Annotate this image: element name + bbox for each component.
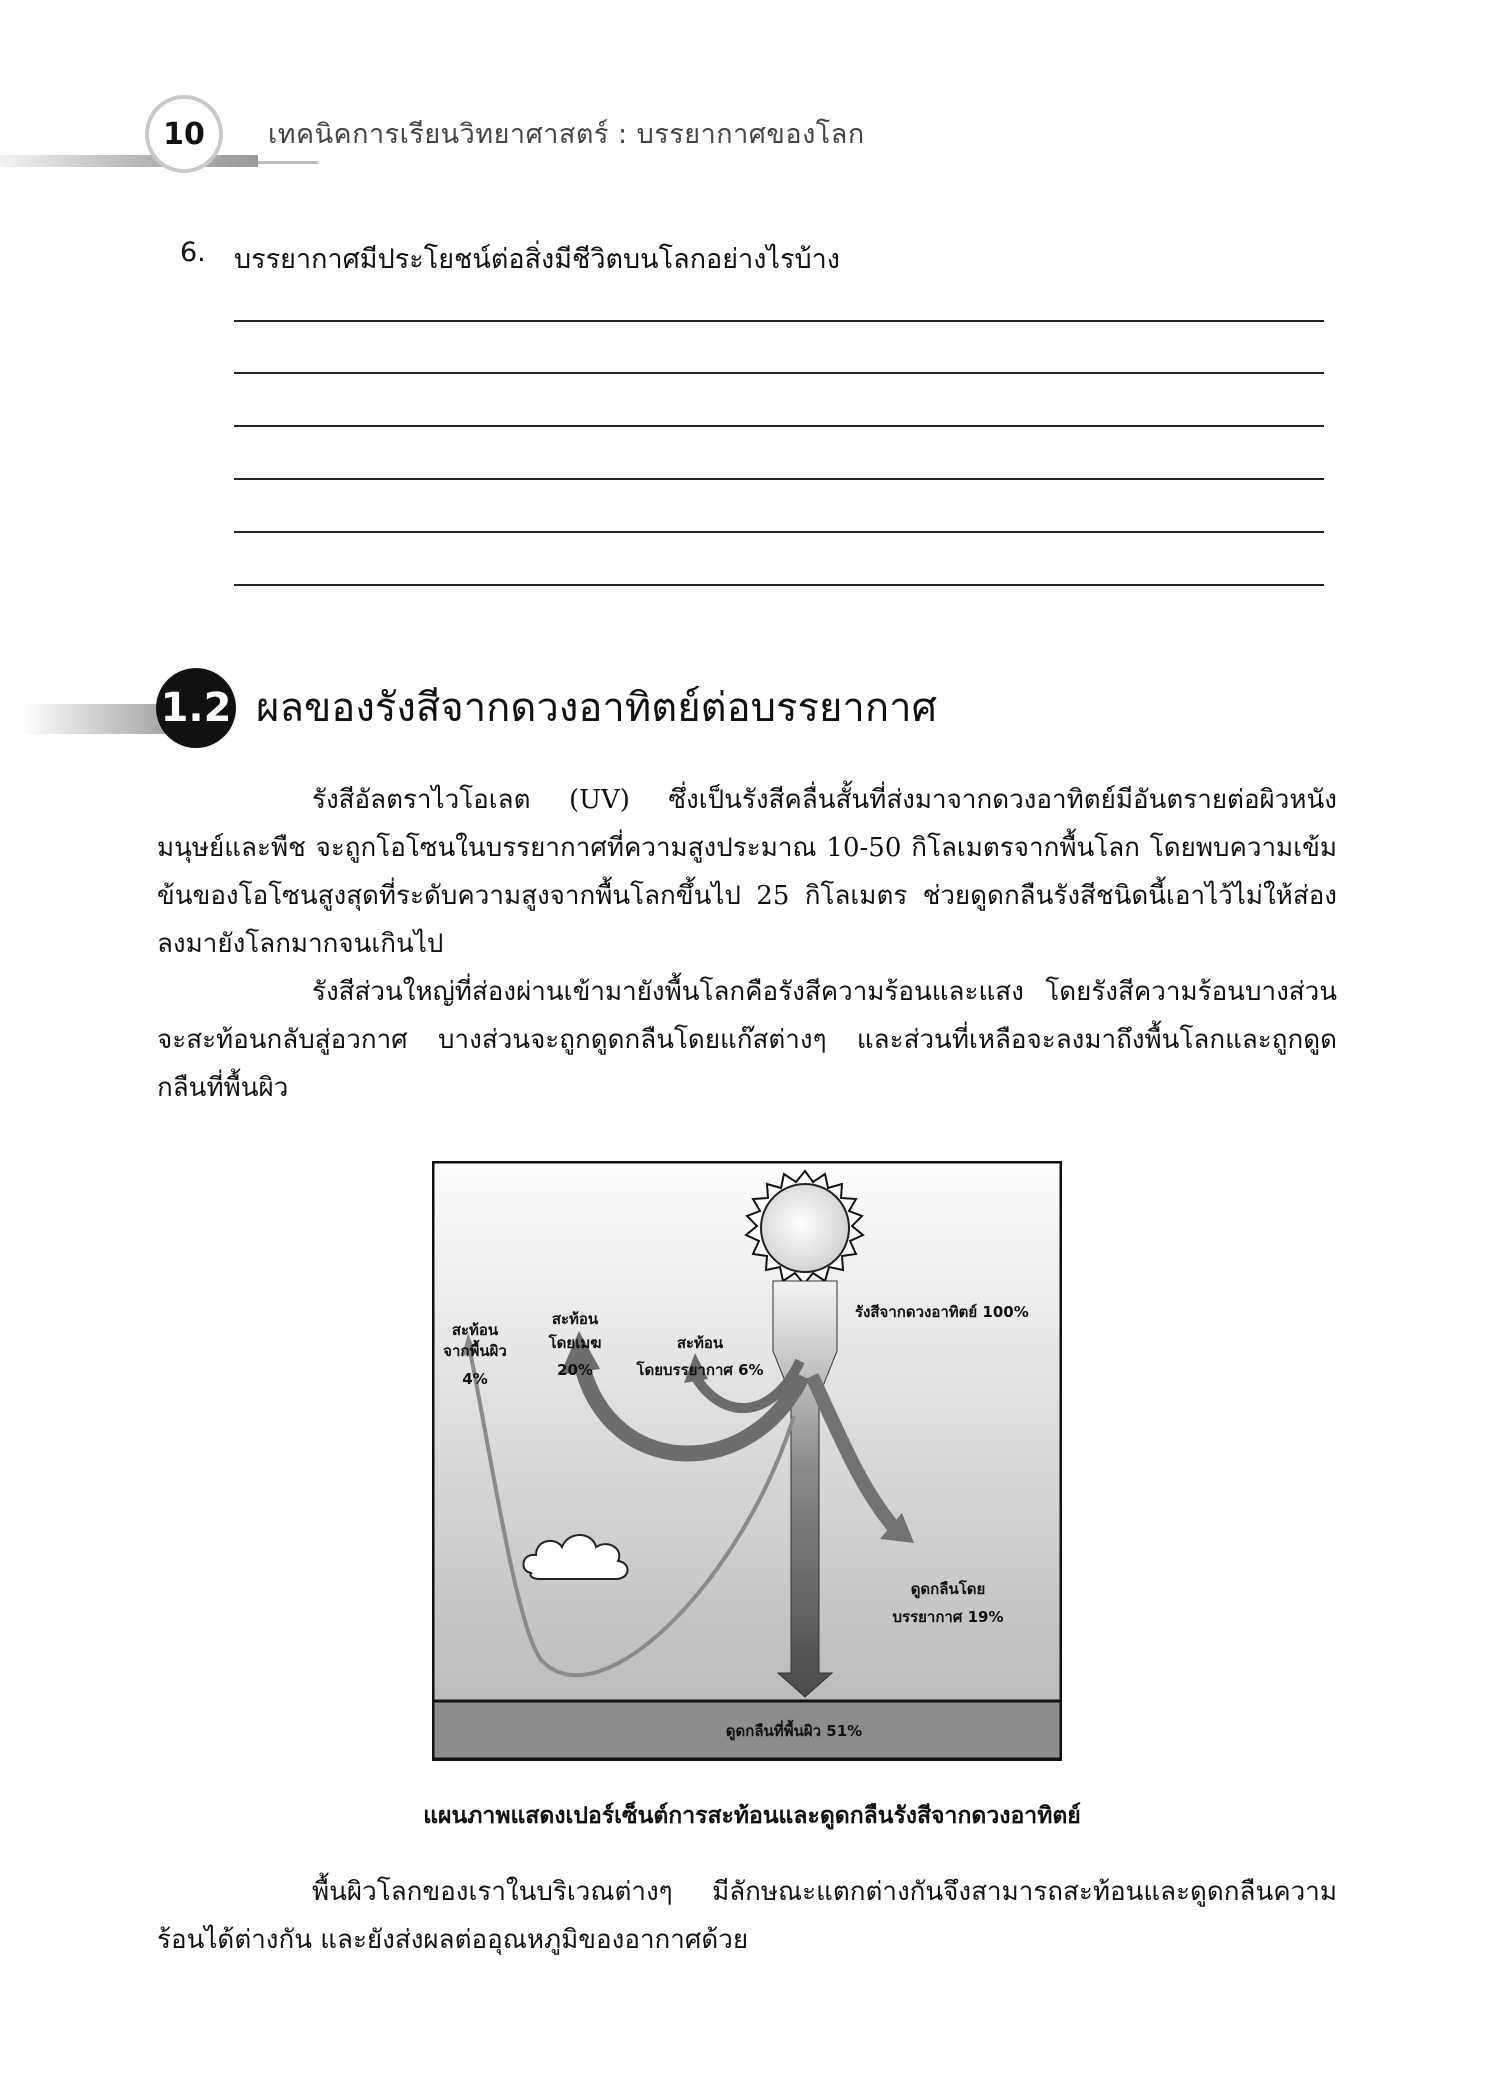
label-surface-reflect-2: จากพื้นผิว (443, 1342, 507, 1360)
radiation-diagram (432, 1161, 1062, 1761)
page-number: 10 (145, 95, 223, 173)
paragraph-surface: พื้นผิวโลกของเราในบริเวณต่างๆ มีลักษณะแตกต่างกันจึงสามารถสะท้อนและดูดกลืนความร้อนได้ต่างกัน และยังส่งผลต่ออุณหภูมิของอากาศด้วย (157, 1877, 1337, 1955)
answer-line (234, 372, 1324, 374)
label-atmo-absorb-2: บรรยากาศ 19% (892, 1608, 1004, 1626)
answer-line (234, 584, 1324, 586)
label-atmo-reflect-2: โดยบรรยากาศ 6% (636, 1361, 764, 1379)
header-rule (258, 161, 318, 164)
label-atmo-reflect-1: สะท้อน (676, 1334, 724, 1352)
label-surface-absorb: ดูดกลืนที่พื้นผิว 51% (725, 1722, 863, 1740)
answer-line (234, 531, 1324, 533)
section-title: ผลของรังสีจากดวงอาทิตย์ต่อบรรยากาศ (256, 685, 937, 731)
label-surface-reflect-3: 4% (462, 1370, 488, 1388)
question-number: 6. (180, 237, 206, 268)
section-number-badge: 1.2 (156, 668, 236, 748)
paragraph-radiation: รังสีส่วนใหญ่ที่ส่องผ่านเข้ามายังพื้นโลกคือรังสีความร้อนและแสง โดยรังสีความร้อนบางส่วนจะสะท้อนกลับสู่อวกาศ บางส่วนจะถูกดูดกลืนโดยแก๊สต่างๆ และส่วนที่เหลือจะลงมาถึงพื้นโลกและถูกดูดกลืนที่พื้นผิว (157, 977, 1337, 1103)
running-header: เทคนิคการเรียนวิทยาศาสตร์ : บรรยากาศของโลก (268, 119, 865, 150)
label-atmo-absorb-1: ดูดกลืนโดย (910, 1580, 986, 1598)
diagram-frame (433, 1162, 1061, 1760)
label-surface-reflect-1: สะท้อน (451, 1321, 499, 1339)
answer-line (234, 320, 1324, 322)
answer-line (234, 425, 1324, 427)
header-band (0, 155, 258, 167)
answer-line (234, 478, 1324, 480)
question-text: บรรยากาศมีประโยชน์ต่อสิ่งมีชีวิตบนโลกอย่างไรบ้าง (234, 244, 840, 275)
label-cloud-reflect-3: 20% (557, 1361, 593, 1379)
paragraph-uv: รังสีอัลตราไวโอเลต (UV) ซึ่งเป็นรังสีคลื่นสั้นที่ส่งมาจากดวงอาทิตย์มีอันตรายต่อผิวหนังมนุษย์และพืช จะถูกโอโซนในบรรยากาศที่ความสูงประมาณ 10-50 กิโลเมตรจากพื้นโลก โดยพบความเข้มข้นของโอโซนสูงสุดที่ระดับความสูงจากพื้นโลกขึ้นไป 25 กิโลเมตร ช่วยดูดกลืนรังสีชนิดนี้เอาไว้ไม่ให้ส่องลงมายังโลกมากจนเกินไป (157, 785, 1337, 959)
figure-caption: แผนภาพแสดงเปอร์เซ็นต์การสะท้อนและดูดกลืนรังสีจากดวงอาทิตย์ (423, 1803, 1081, 1829)
label-cloud-reflect-1: สะท้อน (551, 1310, 599, 1328)
label-cloud-reflect-2: โดยเมฆ (548, 1334, 602, 1352)
label-sun: รังสีจากดวงอาทิตย์ 100% (855, 1303, 1029, 1321)
